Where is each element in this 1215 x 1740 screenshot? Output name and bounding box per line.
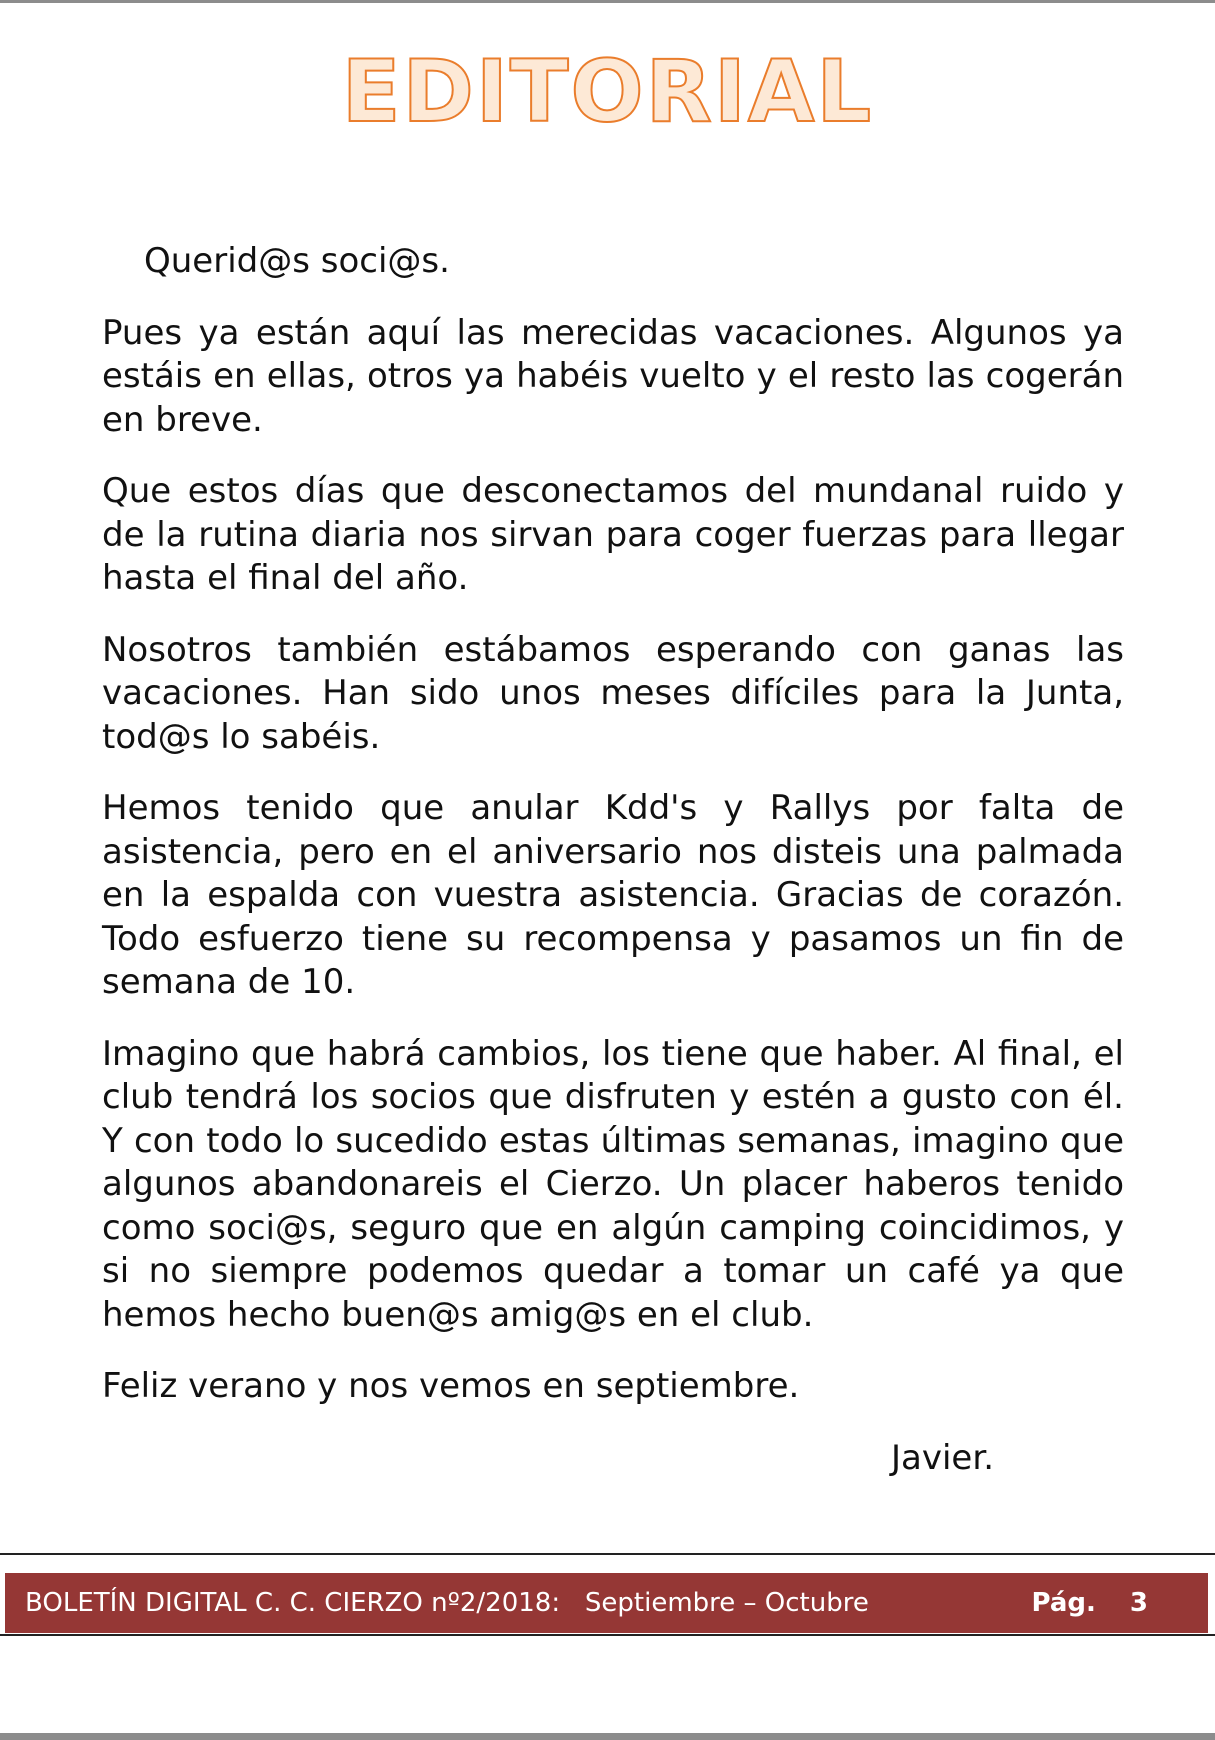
- bottom-border: [0, 1733, 1215, 1740]
- page-label: Pág.: [1031, 1588, 1096, 1618]
- editorial-body: [102, 240, 1124, 1508]
- footer-bar: [5, 1573, 1208, 1633]
- page-number: 3: [1129, 1588, 1148, 1618]
- footer-underline: [0, 1634, 1215, 1636]
- paragraph-2: Que estos días que desconectamos del mundanal ruido y de la rutina diaria nos sirvan para coger fuerzas para llegar hasta el final del año.: [102, 471, 1124, 598]
- top-border: [0, 0, 1215, 3]
- footer-publication: BOLETÍN DIGITAL C. C. CIERZO nº2/2018: Septiembre – Octubre: [25, 1588, 869, 1618]
- paragraph-5: Imagino que habrá cambios, los tiene que haber. Al final, el club tendrá los socios que disfruten y estén a gusto con él. Y con todo lo sucedido estas últimas semanas, imagino que algunos abandonareis el Cierzo. Un placer haberos tenido como soci@s, seguro que en algún camping coincidimos, y si no siempre podemos quedar a tomar un café ya que hemos hecho buen@s amig@s en el club.: [102, 1033, 1124, 1335]
- paragraph-1: Pues ya están aquí las merecidas vacaciones. Algunos ya estáis en ellas, otros ya habéis vuelto y el resto las cogerán en breve.: [102, 312, 1124, 440]
- signature: Javier.: [890, 1437, 994, 1478]
- paragraph-3: Nosotros también estábamos esperando con ganas las vacaciones. Han sido unos meses difíciles para la Junta, tod@s lo sabéis.: [102, 629, 1124, 757]
- salutation: Querid@s soci@s.: [144, 241, 450, 281]
- paragraph-4: Hemos tenido que anular Kdd's y Rallys por falta de asistencia, pero en el aniversario nos disteis una palmada en la espalda con vuestra asistencia. Gracias de corazón. Todo esfuerzo tiene su recompensa y pasamos un fin de semana de 10.: [102, 788, 1124, 1002]
- footer-page: [1032, 1573, 1148, 1633]
- paragraph-6: Feliz verano y nos vemos en septiembre.: [102, 1366, 800, 1406]
- page-title: EDITORIAL: [341, 42, 874, 142]
- footer-divider: [0, 1553, 1215, 1555]
